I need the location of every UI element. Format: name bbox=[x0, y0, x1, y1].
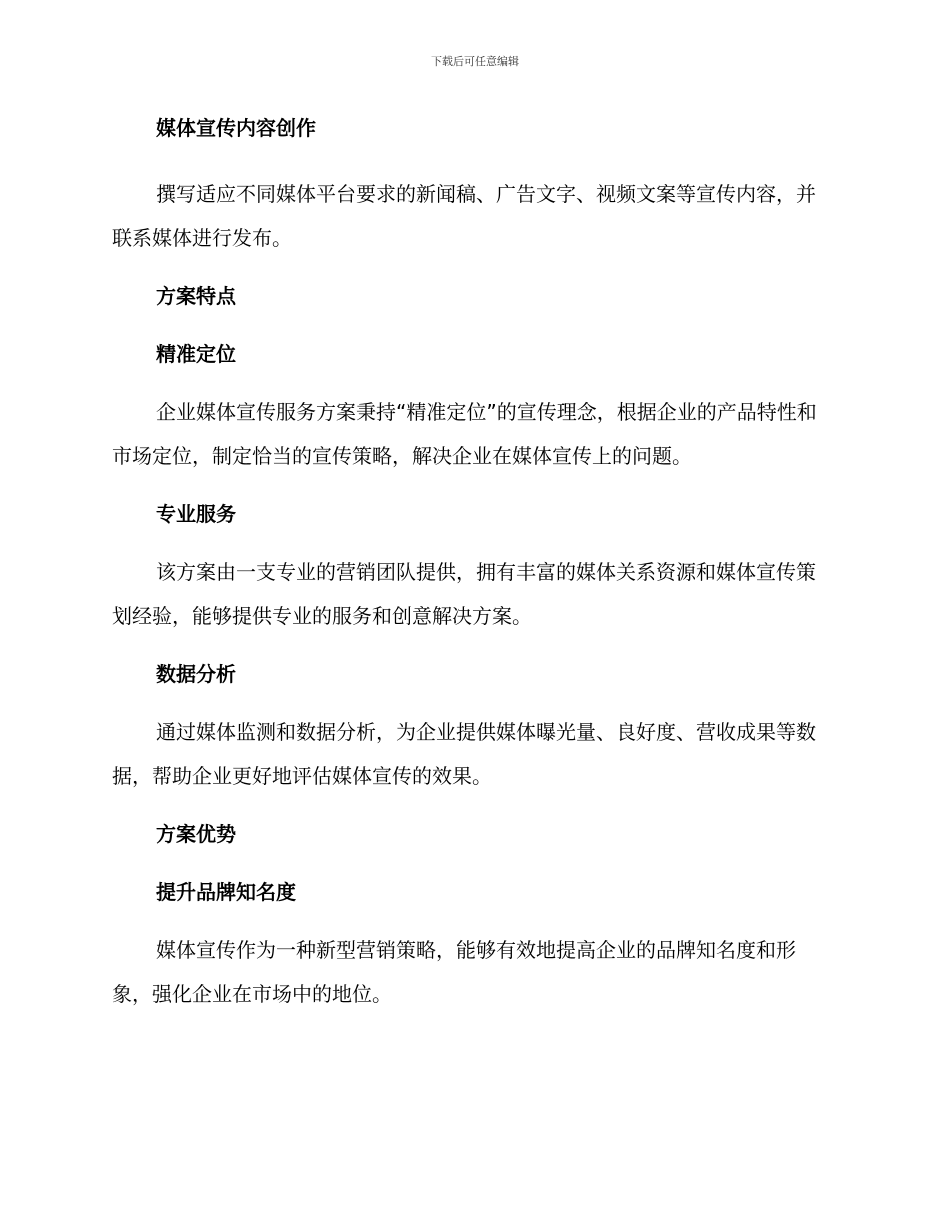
page-header: 下载后可任意编辑 bbox=[431, 55, 519, 68]
paragraph: 媒体宣传作为一种新型营销策略，能够有效地提高企业的品牌知名度和形象，强化企业在市场中的地位。 bbox=[112, 938, 796, 1006]
section-heading: 提升品牌知名度 bbox=[156, 880, 296, 904]
section-heading: 方案优势 bbox=[156, 822, 236, 846]
section-heading: 媒体宣传内容创作 bbox=[156, 116, 316, 140]
document-body bbox=[112, 112, 834, 1016]
paragraph: 该方案由一支专业的营销团队提供，拥有丰富的媒体关系资源和媒体宣传策划经验，能够提供专业的服务和创意解决方案。 bbox=[112, 560, 816, 628]
paragraph: 撰写适应不同媒体平台要求的新闻稿、广告文字、视频文案等宣传内容，并联系媒体进行发布。 bbox=[112, 182, 816, 250]
section-heading: 专业服务 bbox=[156, 502, 236, 526]
section-heading: 数据分析 bbox=[156, 662, 236, 686]
paragraph: 企业媒体宣传服务方案秉持“精准定位”的宣传理念，根据企业的产品特性和市场定位，制定恰当的宣传策略，解决企业在媒体宣传上的问题。 bbox=[112, 400, 817, 468]
section-heading: 精准定位 bbox=[156, 342, 236, 366]
section-heading: 方案特点 bbox=[156, 284, 236, 308]
paragraph: 通过媒体监测和数据分析，为企业提供媒体曝光量、良好度、营收成果等数据，帮助企业更好地评估媒体宣传的效果。 bbox=[112, 720, 816, 788]
